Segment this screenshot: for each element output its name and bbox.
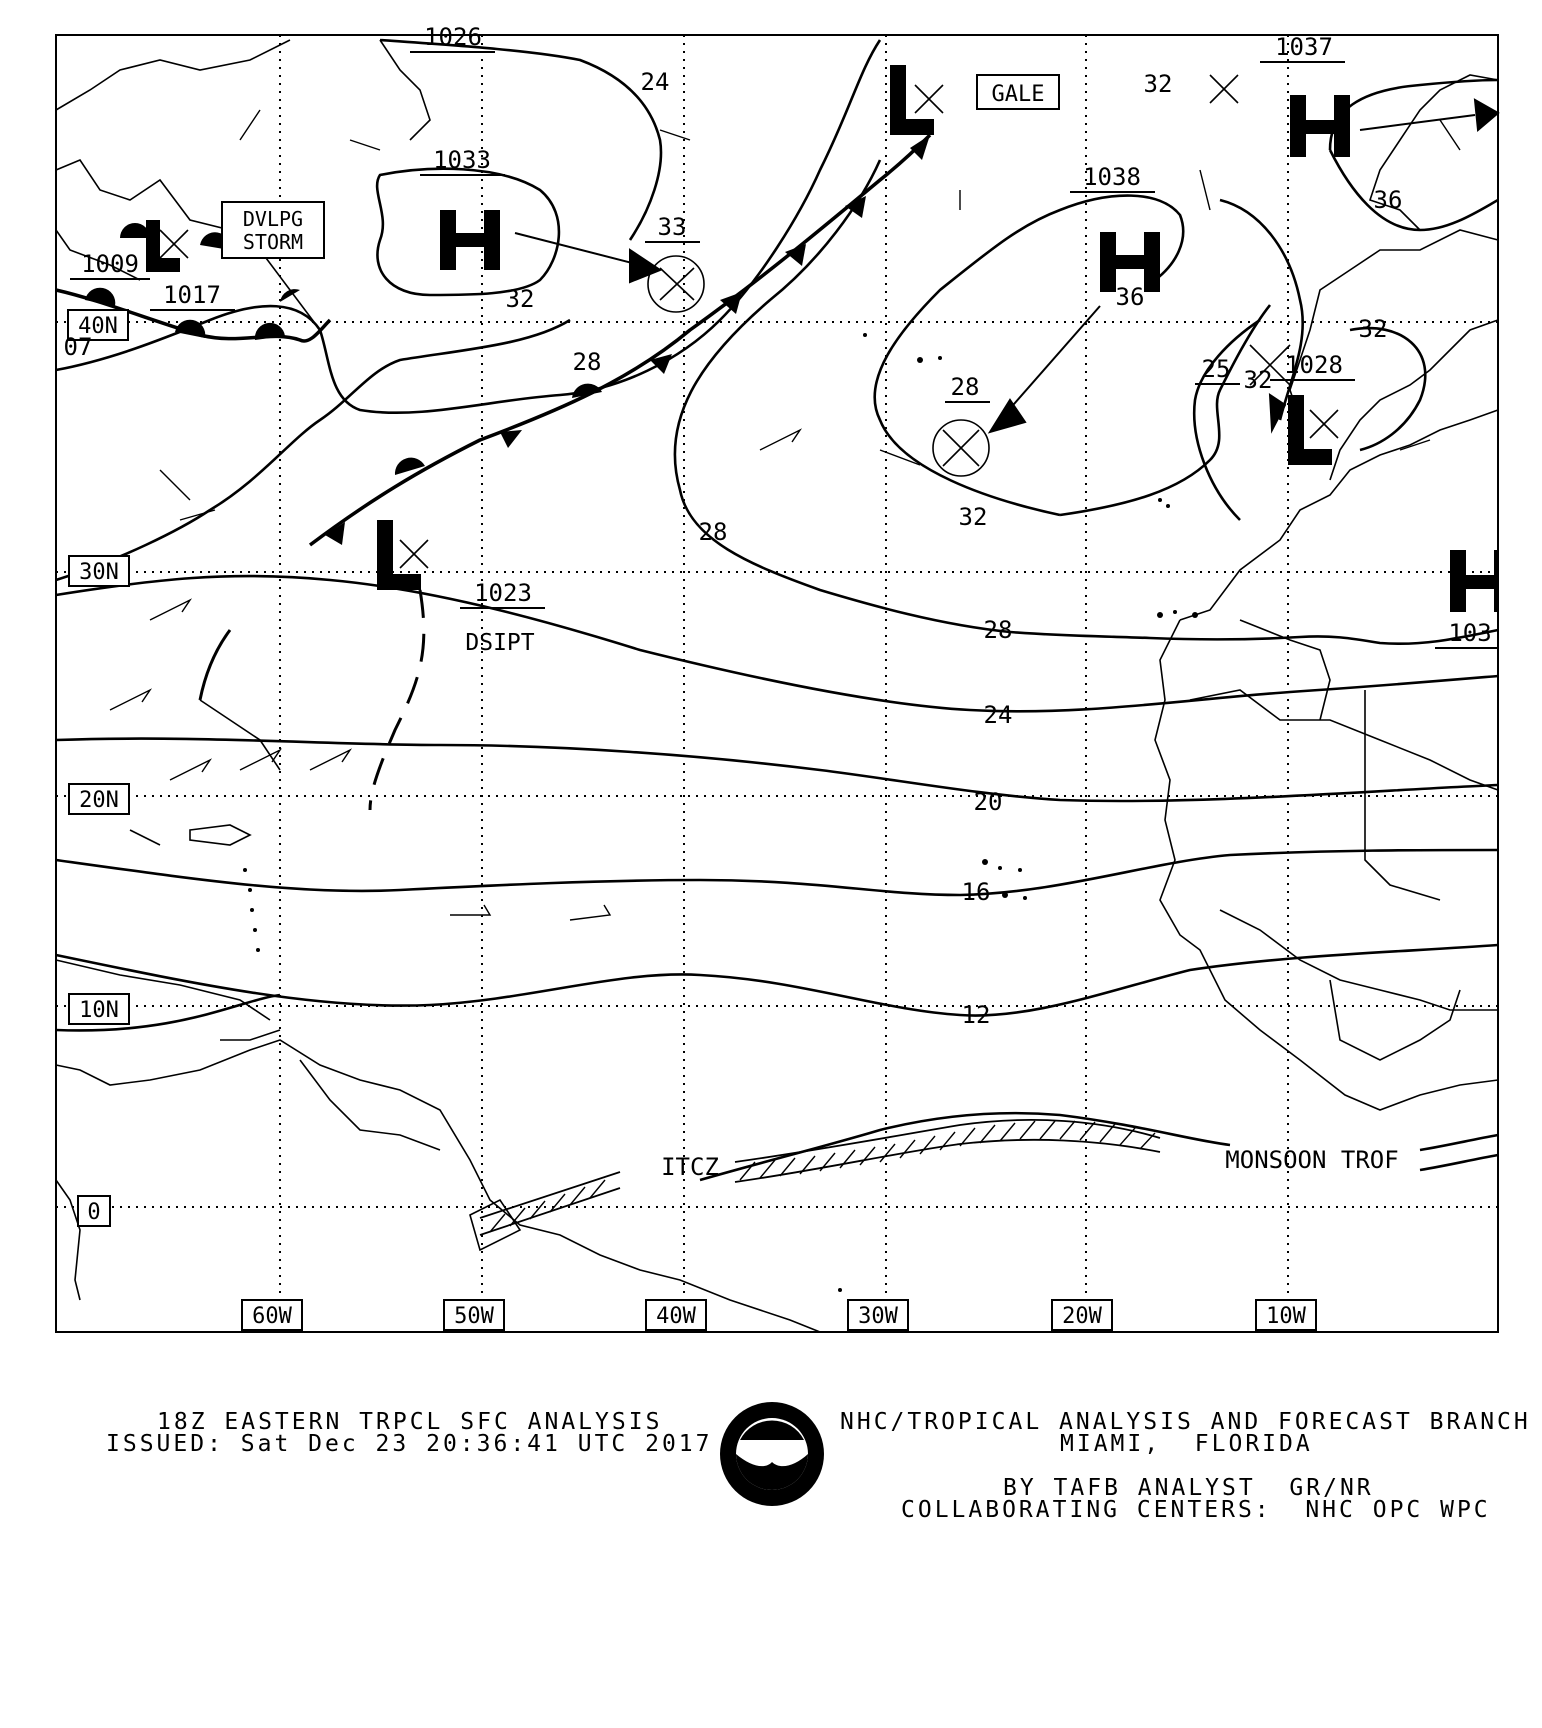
isobar-label: 25 (1201, 355, 1231, 383)
lon-label-10w: 10W (1266, 1304, 1306, 1329)
isobar-label: 28 (983, 616, 1013, 644)
isobar-label: 28 (572, 348, 602, 376)
lat-label-0: 0 (87, 1200, 101, 1225)
storm-label-line1: DVLPG (242, 207, 304, 231)
isobar-label: 32 (1143, 70, 1173, 98)
lat-label-20n: 20N (79, 788, 119, 813)
center-pressure-1037: 1037 (1275, 33, 1333, 61)
center-pressure-1028: 1028 (1285, 351, 1343, 379)
isobar-label: 24 (983, 701, 1013, 729)
lon-label-40w: 40W (656, 1304, 696, 1329)
isobar-label: 33 (657, 213, 687, 241)
center-pressure-1009: 1009 (81, 250, 139, 278)
agency-location: MIAMI, FLORIDA (1060, 1431, 1313, 1457)
issued-timestamp: ISSUED: Sat Dec 23 20:36:41 UTC 2017 (106, 1431, 713, 1457)
itcz-label: ITCZ (661, 1153, 719, 1181)
noaa-logo (720, 1402, 824, 1506)
isobar-label: 36 (1115, 283, 1145, 311)
dissipating-label: DSIPT (465, 630, 535, 656)
isobar-label: 12 (961, 1001, 991, 1029)
isobar-label: 16 (961, 878, 991, 906)
center-pressure-1033: 1033 (433, 146, 491, 174)
center-pressure-103: 103 (1448, 619, 1492, 647)
isobar-label: 32 (1358, 315, 1388, 343)
lon-label-60w: 60W (252, 1304, 292, 1329)
lat-label-10n: 10N (79, 998, 119, 1023)
center-pressure-1038: 1038 (1083, 163, 1141, 191)
issuing-agency: NHC/TROPICAL ANALYSIS AND FORECAST BRANCH (840, 1409, 1531, 1435)
lon-label-30w: 30W (858, 1304, 898, 1329)
storm-label-line2: STORM (242, 230, 304, 254)
isobar-label: 07 (63, 333, 93, 361)
center-pressure-1023: 1023 (474, 579, 532, 607)
isobar-label: 32 (1243, 366, 1273, 394)
collaborating-centers: COLLABORATING CENTERS: NHC OPC WPC (901, 1497, 1491, 1523)
center-pressure-1026: 1026 (424, 23, 482, 51)
lon-label-20w: 20W (1062, 1304, 1102, 1329)
gale-warning-label: GALE (991, 82, 1045, 107)
lon-label-50w: 50W (454, 1304, 494, 1329)
product-title: 18Z EASTERN TRPCL SFC ANALYSIS (157, 1409, 663, 1435)
isobar-label: 28 (950, 373, 980, 401)
noaa-logo-text: NOAA (751, 1442, 793, 1457)
lat-label-40n: 40N (78, 314, 118, 339)
isobar-label: 32 (505, 285, 535, 313)
center-pressure-1017: 1017 (163, 281, 221, 309)
analyst-credit: BY TAFB ANALYST GR/NR (1003, 1475, 1374, 1501)
isobar-label: 36 (1373, 186, 1403, 214)
isobar-label: 28 (698, 518, 728, 546)
monsoon-trough-label: MONSOON TROF (1225, 1146, 1399, 1174)
lat-label-30n: 30N (79, 560, 119, 585)
isobar-label: 20 (973, 788, 1003, 816)
isobar-label: 24 (640, 68, 670, 96)
isobar-label: 32 (958, 503, 988, 531)
